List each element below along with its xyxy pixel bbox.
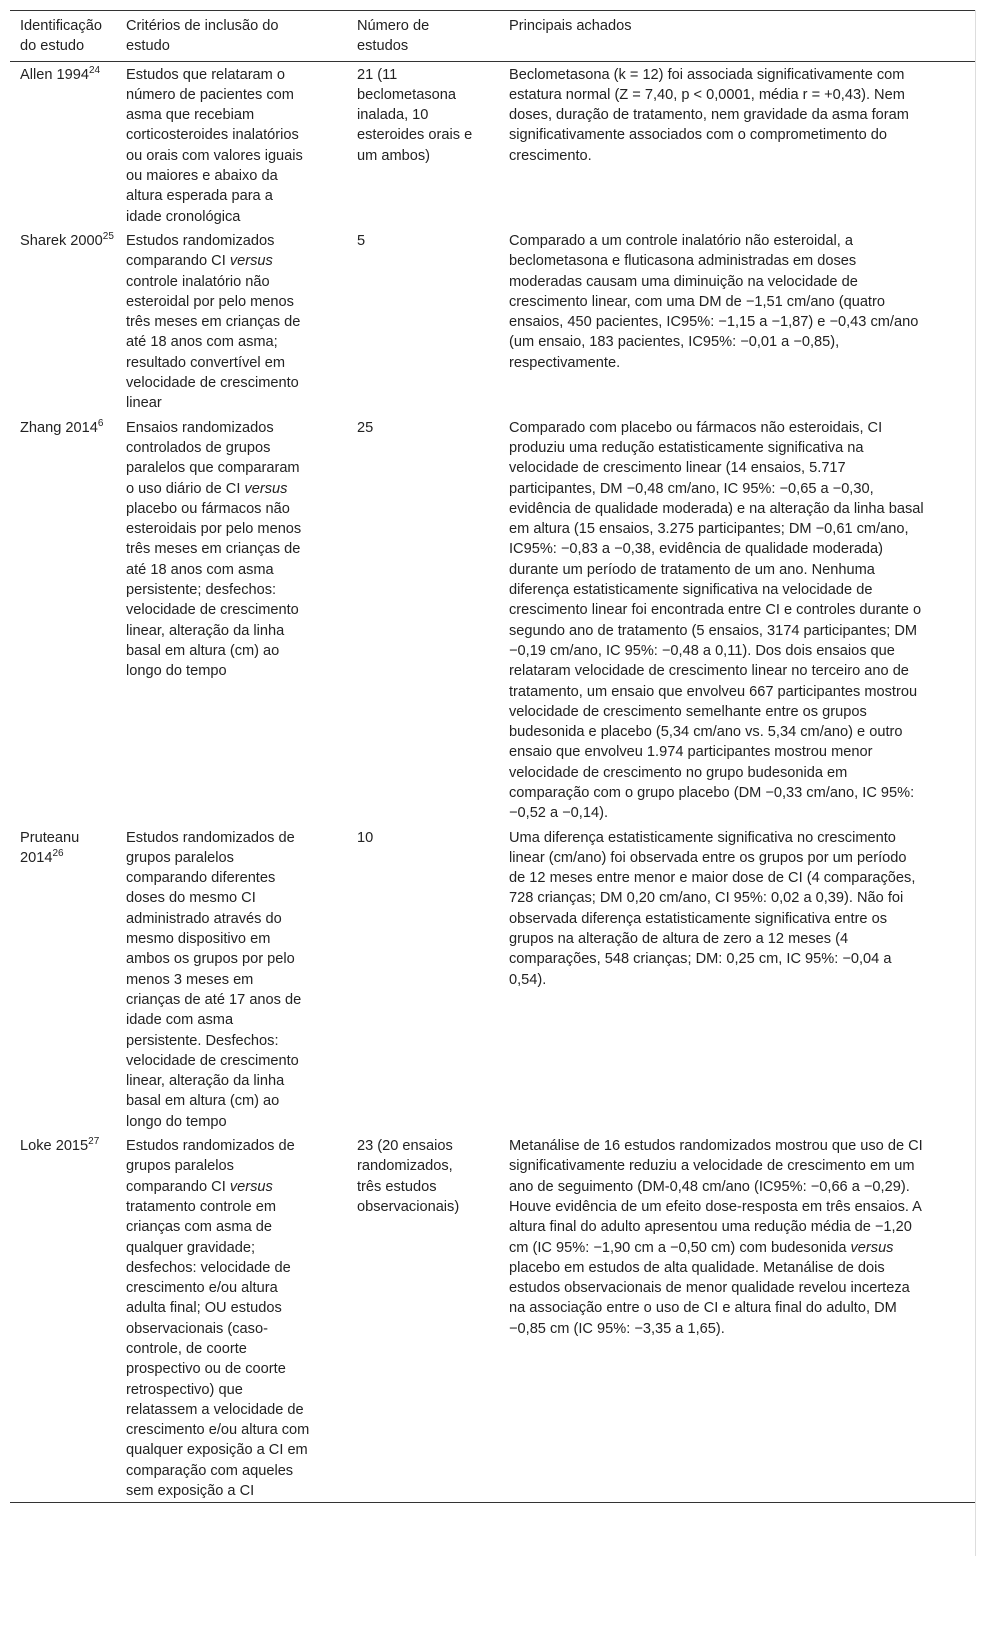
reference-number: 6 — [97, 417, 104, 429]
reference-number: 25 — [102, 230, 114, 242]
number-cell — [357, 825, 509, 1133]
text-segment: Estudos randomizados de grupos paralelos comparando diferentes doses do mesmo CI administrado através do mesmo dispositivo em ambos os grupos por pelo menos 3 meses em crianças de até 17 anos de idade com asma persistente. Desfechos: velocidade de crescimento linear, alteração da linha basal em altura (cm) ao longo do tempo — [126, 829, 302, 1130]
text-segment: versus — [244, 480, 288, 497]
table-right-border — [975, 10, 976, 1556]
table-row — [10, 228, 975, 415]
findings-cell — [509, 825, 975, 1133]
table-header-row — [10, 11, 975, 62]
text-segment: Comparado com placebo ou fármacos não esteroidais, CI produziu uma redução estatisticamente significativa na velocidade de crescimento linear (14 ensaios, 5.717 participantes, DM −0,48 cm/ano, IC 95%: −0,65 a −0,30, evidência de qualidade moderada) e na alteração da linha basal em altura (15 ensaios, 3.275 participantes; DM −0,61 cm/ano, IC95%: −0,83 a −0,38, evidência de qualidade moderada) durante um período de tratamento de um ano. Nenhuma diferença estatisticamente significativa na velocidade de crescimento linear foi encontrada entre CI e controles durante o segundo ano de tratamento (5 ensaios, 3174 participantes; DM −0,19 cm/ano, IC 95%: −0,48 a 0,11). Dos dois ensaios que relataram velocidade de crescimento linear no terceiro ano de tratamento, um ensaio que envolveu 667 participantes mostrou velocidade de crescimento semelhante entre os grupos budesonida e placebo (5,34 cm/ano vs. 5,34 cm/ano) e outro ensaio que envolveu 1.974 participantes mostrou menor velocidade de crescimento no grupo budesonida em comparação com o grupo placebo (DM −0,33 cm/ano, IC 95%: −0,52 a −0,14). — [509, 419, 924, 822]
criteria-cell — [126, 1133, 357, 1503]
text-segment: versus — [229, 1178, 273, 1195]
text-segment: Ensaios randomizados controlados de grupos paralelos que compararam o uso diário de CI — [126, 419, 300, 497]
number-text: 25 — [357, 419, 374, 436]
number-text: 23 (20 ensaios randomizados, três estudos observacionais) — [357, 1138, 460, 1215]
text-segment: Beclometasona (k = 12) foi associada significativamente com estatura normal (Z = 7,40, p < 0,0001, média r = +0,43). Nem doses, duração de tratamento, nem gravidade da asma foram significativamente associados com o comprometimento do crescimento. — [509, 66, 909, 164]
study-name: Allen 1994 — [20, 66, 89, 83]
text-segment: Metanálise de 16 estudos randomizados mostrou que uso de CI significativamente reduziu a velocidade de crescimento em um ano de seguimento (DM-0,48 cm/ano (IC95%: −0,66 a −0,29). Houve evidência de um efeito dose-resposta em três ensaios. A altura final do adulto apresentou uma redução média de −1,20 cm (IC 95%: −1,90 cm a −0,50 cm) com budesonida — [509, 1138, 923, 1256]
studies-table — [10, 10, 975, 1503]
table-row — [10, 1133, 975, 1503]
study-id — [20, 828, 116, 869]
header-criteria — [126, 11, 357, 62]
text-segment: tratamento controle em crianças com asma de qualquer gravidade; desfechos: velocidade de crescimento e/ou altura adulta final; OU estudos observacionais (caso-controle, de coorte prospectivo ou de coorte retrospectivo) que relatassem a velocidade de crescimento e/ou altura com qualquer exposição a CI em comparação com aqueles sem exposição a CI — [126, 1198, 310, 1500]
reference-number: 26 — [52, 847, 64, 859]
criteria-text — [126, 418, 311, 682]
number-text: 21 (11 beclometasona inalada, 10 esteroides orais e um ambos) — [357, 66, 473, 164]
number-cell — [357, 61, 509, 228]
table-row — [10, 61, 975, 228]
study-id-cell — [10, 825, 126, 1133]
criteria-cell — [126, 228, 357, 415]
header-label: Principais achados — [509, 18, 632, 34]
number-cell — [357, 228, 509, 415]
study-name: Sharek 2000 — [20, 232, 103, 249]
header-number — [357, 11, 509, 62]
number-cell — [357, 415, 509, 825]
findings-cell — [509, 228, 975, 415]
study-id — [20, 65, 116, 85]
study-id — [20, 231, 116, 251]
findings-text — [509, 233, 918, 371]
findings-text — [509, 830, 915, 988]
criteria-text — [126, 231, 311, 414]
criteria-text — [126, 828, 311, 1132]
findings-text — [509, 1138, 923, 1337]
header-label: Critérios de inclusão do estudo — [126, 18, 279, 55]
text-segment: Estudos que relataram o número de pacientes com asma que recebiam corticosteroides inalatórios ou orais com valores iguais ou maiores e abaixo da altura esperada para a idade cronológica — [126, 66, 303, 225]
text-segment: Comparado a um controle inalatório não esteroidal, a beclometasona e fluticasona administradas em doses moderadas causam uma diminuição na velocidade de crescimento linear, com uma DM de −1,51 cm/ano (quatro ensaios, 450 pacientes, IC95%: −1,15 a −1,87) e −0,43 cm/ano (um ensaio, 183 pacientes, IC95%: −0,01 a −0,85), respectivamente. — [509, 232, 919, 371]
study-id-cell — [10, 1133, 126, 1503]
criteria-cell — [126, 61, 357, 228]
number-cell — [357, 1133, 509, 1503]
reference-number: 27 — [88, 1136, 100, 1148]
reference-number: 24 — [88, 64, 101, 76]
findings-cell — [509, 415, 975, 825]
number-text: 5 — [357, 232, 366, 249]
study-id — [20, 418, 116, 438]
findings-text — [509, 67, 909, 164]
table-row — [10, 825, 975, 1133]
study-name: Zhang 2014 — [20, 419, 98, 436]
criteria-cell — [126, 825, 357, 1133]
text-segment: placebo ou fármacos não esteroidais por pelo menos três meses em crianças de até 18 anos com asma persistente; desfechos: velocidade de crescimento linear, alteração da linha basal em altura (cm) ao longo do tempo — [126, 500, 302, 680]
header-study-id — [10, 11, 126, 62]
study-id-cell — [10, 228, 126, 415]
criteria-text — [126, 65, 311, 227]
study-name: Pruteanu 2014 — [20, 829, 80, 866]
table-row — [10, 415, 975, 825]
header-label: Identificação do estudo — [20, 18, 102, 55]
study-name: Loke 2015 — [20, 1138, 89, 1155]
findings-cell — [509, 61, 975, 228]
study-id — [20, 1136, 116, 1156]
criteria-text — [126, 1136, 311, 1501]
text-segment: Estudos randomizados de grupos paralelos comparando CI — [126, 1138, 295, 1195]
text-segment: placebo em estudos de alta qualidade. Metanálise de dois estudos observacionais de menor qualidade revelou incerteza na associação entre o uso de CI e altura final do adulto, DM −0,85 cm (IC 95%: −3,35 a 1,65). — [509, 1259, 910, 1337]
header-findings — [509, 11, 975, 62]
criteria-cell — [126, 415, 357, 825]
text-segment: versus — [850, 1239, 894, 1256]
text-segment: Uma diferença estatisticamente significativa no crescimento linear (cm/ano) foi observada entre os grupos por um período de 12 meses entre menor e maior dose de CI (4 comparações, 728 crianças; DM 0,20 cm/ano, CI 95%: 0,02 a 0,39). Não foi observada diferença estatisticamente significativa entre os grupos na alteração de altura de zero a 12 meses (4 comparações, 548 crianças; DM: 0,25 cm, IC 95%: −0,04 a 0,54). — [509, 829, 916, 988]
header-label: Número de estudos — [357, 18, 430, 55]
text-segment: versus — [229, 253, 273, 270]
text-segment: controle inalatório não esteroidal por pelo menos três meses em crianças de até 18 anos com asma; resultado convertível em velocidade de crescimento linear — [126, 273, 301, 412]
study-id-cell — [10, 415, 126, 825]
number-text: 10 — [357, 829, 374, 846]
findings-text — [509, 420, 924, 822]
findings-cell — [509, 1133, 975, 1503]
study-id-cell — [10, 61, 126, 228]
text-segment: Estudos randomizados comparando CI — [126, 232, 275, 270]
